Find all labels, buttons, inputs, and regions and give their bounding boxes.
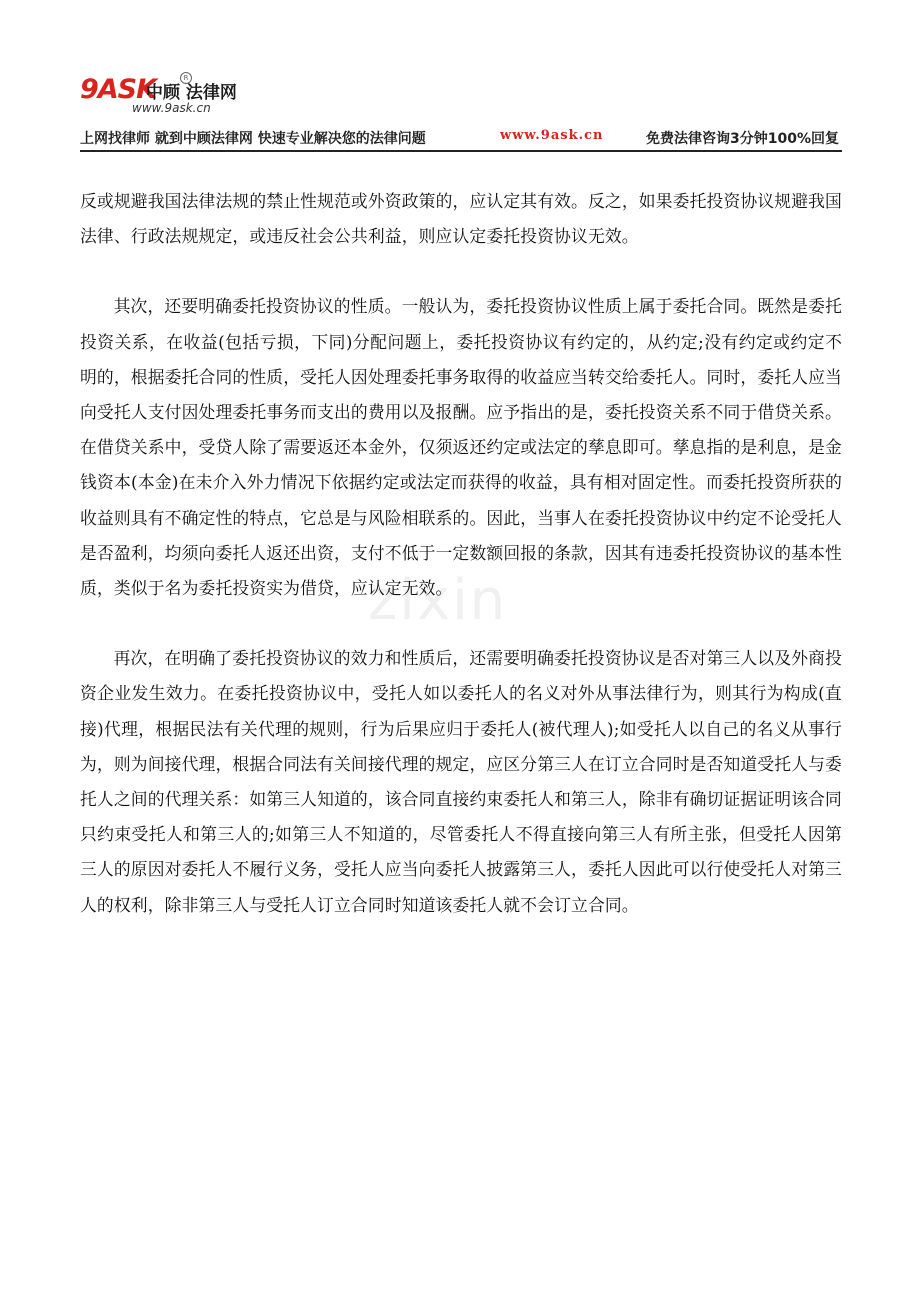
paragraph-1: 反或规避我国法律法规的禁止性规范或外资政策的，应认定其有效。反之，如果委托投资协议规避我国法律、行政法规规定，或违反社会公共利益，则应认定委托投资协议无效。: [80, 191, 842, 247]
logo-name: 中顾 法律网: [146, 83, 237, 103]
header-divider: [80, 150, 842, 152]
paragraph-gap: [80, 606, 842, 641]
registered-trademark-icon: R: [180, 72, 192, 84]
logo-url: www.9ask.cn: [132, 101, 211, 115]
page-header: [80, 72, 842, 152]
paragraph-3: 再次，在明确了委托投资协议的效力和性质后，还需要明确委托投资协议是否对第三人以及外商投资企业发生效力。在委托投资协议中，受托人如以委托人的名义对外从事法律行为，则其行为构成(直接)代理，根据民法有关代理的规则，行为后果应归于委托人(被代理人);如受托人以自己的名义从事行为，则为间接代理，根据合同法有关间接代理的规定，应区分第三人在订立合同时是否知道受托人与委托人之间的代理关系：如第三人知道的，该合同直接约束委托人和第三人，除非有确切证据证明该合同只约束受托人和第三人的;如第三人不知道的，尽管委托人不得直接向第三人有所主张，但受托人因第三人的原因对委托人不履行义务，受托人应当向委托人披露第三人，委托人因此可以行使受托人对第三人的权利，除非第三人与受托人订立合同时知道该委托人就不会订立合同。: [80, 648, 842, 915]
header-promo: 免费法律咨询3分钟100%回复: [646, 131, 839, 147]
logo-mark: 9ASK: [80, 74, 157, 105]
site-url-link[interactable]: www.9ask.cn: [500, 128, 604, 143]
paragraph-gap: [80, 254, 842, 289]
watermark: zixin: [368, 568, 508, 633]
article-body: [80, 184, 842, 923]
site-logo[interactable]: [80, 72, 280, 122]
paragraph-2: 其次，还要明确委托投资协议的性质。一般认为，委托投资协议性质上属于委托合同。既然是委托投资关系，在收益(包括亏损，下同)分配问题上，委托投资协议有约定的，从约定;没有约定或约定不明的，根据委托合同的性质，受托人因处理委托事务取得的收益应当转交给委托人。同时，委托人应当向受托人支付因处理委托事务而支出的费用以及报酬。应予指出的是，委托投资关系不同于借贷关系。在借贷关系中，受贷人除了需要返还本金外，仅须返还约定或法定的孳息即可。孳息指的是利息，是金钱资本(本金)在未介入外力情况下依据约定或法定而获得的收益，具有相对固定性。而委托投资所获的收益则具有不确定性的特点，它总是与风险相联系的。因此，当事人在委托投资协议中约定不论受托人是否盈利，均须向委托人返还出资，支付不低于一定数额回报的条款，因其有违委托投资协议的基本性质，类似于名为委托投资实为借贷，应认定无效。: [80, 296, 842, 599]
header-slogan: 上网找律师 就到中顾法律网 快速专业解决您的法律问题: [80, 131, 426, 147]
